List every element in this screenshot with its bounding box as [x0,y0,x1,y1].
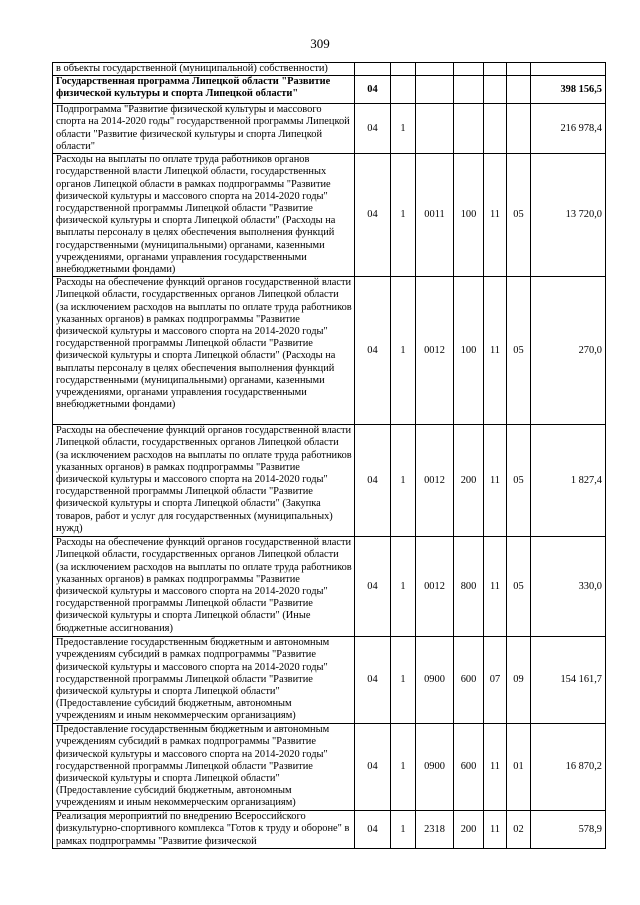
cell-csr: 0900 [416,724,454,811]
cell-csr: 0900 [416,637,454,724]
table-row [53,724,606,811]
cell-vr: 800 [454,537,484,637]
cell-vr [454,63,484,76]
cell-csr: 0011 [416,154,454,277]
row-description: Предоставление государственным бюджетным и автономным учреждениям субсидий в рамках подпрограммы "Развитие физической культуры и массового спорта на 2014-2020 годы" государственной программы Липецкой области "Развитие физической культуры и спорта Липецкой области" (Предоставление субсидий бюджетным, автономным учреждениям и иным некоммерческим организациям) [53,724,355,811]
table-row [53,277,606,425]
cell-ktr: 11 [484,277,507,425]
cell-rz: 1 [391,154,416,277]
table-row [53,63,606,76]
cell-kpr [507,104,531,154]
cell-rz: 1 [391,425,416,537]
row-description: в объекты государственной (муниципальной) собственности) [53,63,355,76]
cell-vr: 200 [454,811,484,849]
cell-rz: 1 [391,537,416,637]
table-row [53,537,606,637]
row-description: Расходы на обеспечение функций органов государственной власти Липецкой области, государственных органов Липецкой области (за исключением расходов на выплаты по оплате труда работников указанных органов) в рамках подпрограммы "Развитие физической культуры и массового спорта на 2014-2020 годы" государственной программы Липецкой области "Развитие физической культуры и спорта Липецкой области" (Иные бюджетные ассигнования) [53,537,355,637]
cell-kpr: 05 [507,277,531,425]
cell-ktr: 07 [484,637,507,724]
row-description: Государственная программа Липецкой области "Развитие физической культуры и спорта Липецкой области" [53,76,355,104]
cell-ktr [484,76,507,104]
table-row [53,76,606,104]
cell-rz: 1 [391,724,416,811]
cell-kpr: 09 [507,637,531,724]
cell-rz: 1 [391,637,416,724]
cell-ktr: 11 [484,811,507,849]
cell-amount: 270,0 [531,277,606,425]
cell-amount: 154 161,7 [531,637,606,724]
cell-rz: 1 [391,104,416,154]
row-description: Расходы на обеспечение функций органов государственной власти Липецкой области, государственных органов Липецкой области (за исключением расходов на выплаты по оплате труда работников указанных органов) в рамках подпрограммы "Развитие физической культуры и массового спорта на 2014-2020 годы" государственной программы Липецкой области "Развитие физической культуры и спорта Липецкой области" (Закупка товаров, работ и услуг для государственных (муниципальных) нужд) [53,425,355,537]
cell-amount: 330,0 [531,537,606,637]
cell-ktr: 11 [484,724,507,811]
cell-vr: 600 [454,724,484,811]
cell-kpr: 02 [507,811,531,849]
cell-gl: 04 [355,724,391,811]
cell-kpr: 05 [507,425,531,537]
table-row [53,637,606,724]
cell-gl: 04 [355,277,391,425]
cell-ktr [484,63,507,76]
cell-vr [454,104,484,154]
cell-ktr: 11 [484,154,507,277]
cell-amount [531,63,606,76]
cell-kpr [507,63,531,76]
table-row [53,104,606,154]
cell-csr: 0012 [416,277,454,425]
cell-vr: 600 [454,637,484,724]
cell-gl: 04 [355,425,391,537]
cell-vr: 200 [454,425,484,537]
cell-amount: 398 156,5 [531,76,606,104]
row-description: Предоставление государственным бюджетным и автономным учреждениям субсидий в рамках подпрограммы "Развитие физической культуры и массового спорта на 2014-2020 годы" государственной программы Липецкой области "Развитие физической культуры и спорта Липецкой области" (Предоставление субсидий бюджетным, автономным учреждениям и иным некоммерческим организациям) [53,637,355,724]
cell-kpr: 01 [507,724,531,811]
cell-vr: 100 [454,154,484,277]
row-description: Реализация мероприятий по внедрению Всероссийского физкультурно-спортивного комплекса "Готов к труду и обороне" в рамках подпрограммы "Развитие физической [53,811,355,849]
cell-gl [355,63,391,76]
cell-rz: 1 [391,811,416,849]
cell-gl: 04 [355,154,391,277]
cell-csr: 0012 [416,425,454,537]
cell-rz: 1 [391,277,416,425]
cell-kpr: 05 [507,537,531,637]
cell-amount: 16 870,2 [531,724,606,811]
cell-ktr: 11 [484,425,507,537]
cell-gl: 04 [355,76,391,104]
cell-rz [391,76,416,104]
cell-gl: 04 [355,637,391,724]
cell-kpr [507,76,531,104]
cell-kpr: 05 [507,154,531,277]
cell-ktr [484,104,507,154]
cell-amount: 13 720,0 [531,154,606,277]
table-row [53,154,606,277]
cell-csr [416,104,454,154]
cell-amount: 216 978,4 [531,104,606,154]
row-description: Подпрограмма "Развитие физической культуры и массового спорта на 2014-2020 годы" государственной программы Липецкой области "Развитие физической культуры и спорта Липецкой области" [53,104,355,154]
row-description: Расходы на выплаты по оплате труда работников органов государственной власти Липецкой области, государственных органов Липецкой области в рамках подпрограммы "Развитие физической культуры и массового спорта на 2014-2020 годы" государственной программы Липецкой области "Развитие физической культуры и спорта Липецкой области" (Расходы на выплаты персоналу в целях обеспечения выполнения функций государственными (муниципальными) органами, казенными учреждениями, органами управления государственными внебюджетными фондами) [53,154,355,277]
cell-ktr: 11 [484,537,507,637]
table-row [53,811,606,849]
cell-amount: 1 827,4 [531,425,606,537]
cell-csr [416,63,454,76]
budget-table [52,62,606,849]
page-number: 309 [310,36,330,51]
cell-csr: 2318 [416,811,454,849]
cell-gl: 04 [355,537,391,637]
cell-rz [391,63,416,76]
cell-vr: 100 [454,277,484,425]
table-row [53,425,606,537]
cell-csr [416,76,454,104]
cell-gl: 04 [355,811,391,849]
cell-csr: 0012 [416,537,454,637]
cell-vr [454,76,484,104]
cell-gl: 04 [355,104,391,154]
row-description: Расходы на обеспечение функций органов государственной власти Липецкой области, государственных органов Липецкой области (за исключением расходов на выплаты по оплате труда работников указанных органов) в рамках подпрограммы "Развитие физической культуры и массового спорта на 2014-2020 годы" государственной программы Липецкой области "Развитие физической культуры и спорта Липецкой области" (Расходы на выплаты персоналу в целях обеспечения выполнения функций государственными (муниципальными) органами, казенными учреждениями, органами управления государственными внебюджетными фондами) [53,277,355,425]
cell-amount: 578,9 [531,811,606,849]
